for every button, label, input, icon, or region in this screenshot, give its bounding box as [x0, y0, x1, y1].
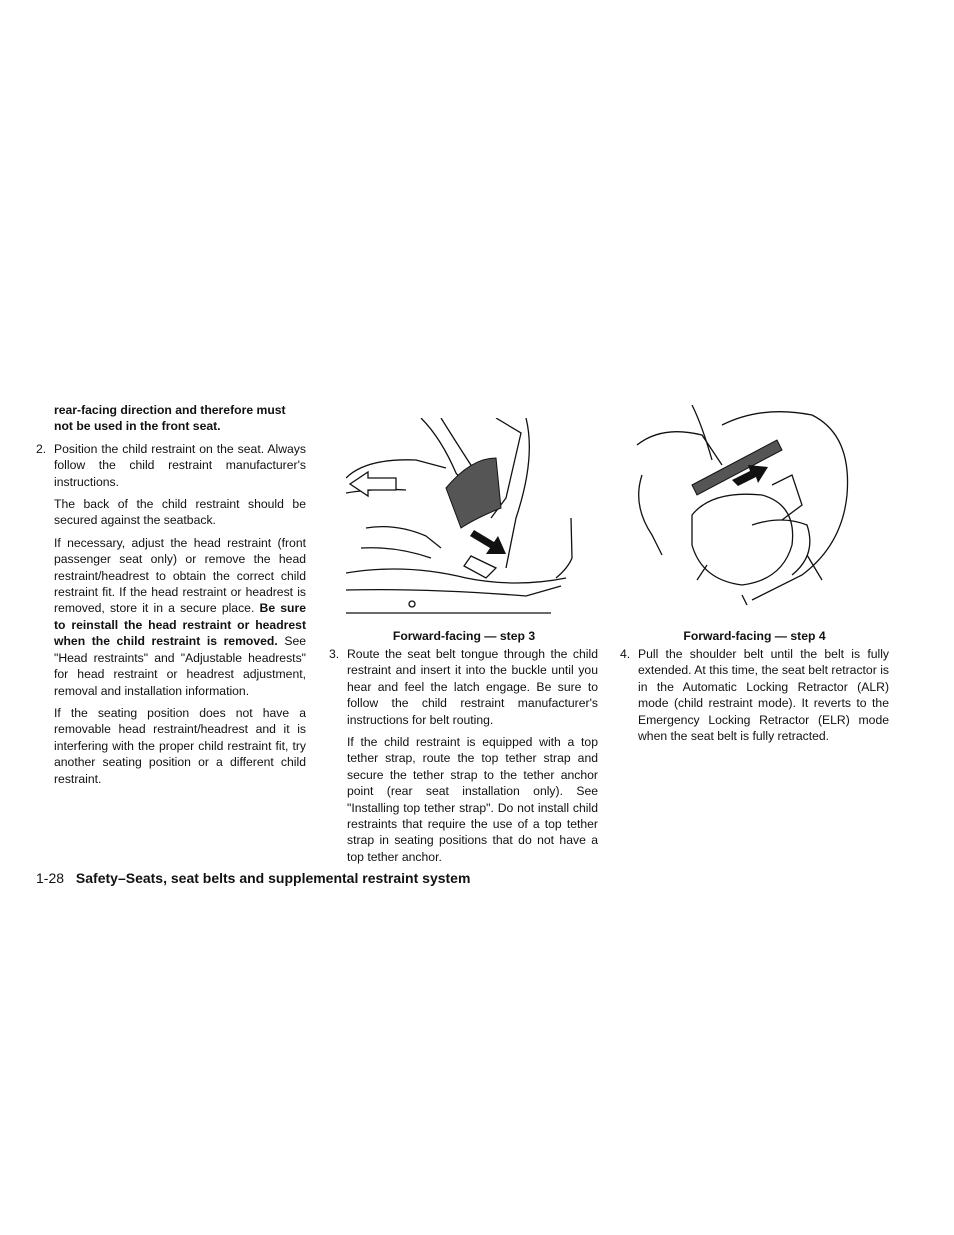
step-2-number: 2. [36, 441, 47, 456]
step-4 [620, 646, 889, 744]
page-number: 1-28 [36, 870, 65, 886]
column-middle [329, 646, 598, 871]
figure-step-4 [632, 405, 890, 610]
step-4-text: Pull the shoulder belt until the belt is fully extended. At this time, the seat belt retractor is in the Automatic Locking Retractor (ALR) mode (child restraint mode). It reverts to the Emergency Locking Retractor (ELR) mode when the seat belt is fully retracted. [638, 647, 889, 744]
para-seating-position: If the seating position does not have a removable head restraint/headrest and it is interfering with the proper child restraint fit, try another seating position or a different child restraint. [54, 705, 306, 786]
page-footer [36, 870, 470, 886]
step-3 [329, 646, 598, 728]
step-3-text: Route the seat belt tongue through the child restraint and insert it into the buckle until you hear and feel the latch engage. Be sure to follow the child restraint manufacturer's instructions for belt routing. [347, 647, 598, 727]
column-left [36, 402, 306, 793]
child-seat-buckle-illustration [346, 418, 598, 614]
para-head-restraint [36, 535, 306, 699]
warning-tail: rear-facing direction and therefore must not be used in the front seat. [54, 403, 286, 434]
step-4-number: 4. [620, 647, 631, 661]
step-3-number: 3. [329, 647, 340, 661]
caption-step-3: Forward-facing — step 3 [392, 629, 536, 643]
step-2 [36, 441, 306, 490]
section-title: Safety–Seats, seat belts and supplemental restraint system [75, 870, 471, 886]
para-top-tether: If the child restraint is equipped with a top tether strap, route the top tether strap and secure the tether strap to the tether anchor point (rear seat installation only). See "Installing top tether strap". Do not install child restraints that require the use of a top tether strap in seating positions that do not have a top tether anchor. [347, 735, 598, 864]
column-right [620, 646, 889, 750]
para-seatback: The back of the child restraint should be secured against the seatback. [54, 497, 306, 528]
figure-step-3 [346, 418, 598, 614]
para-head-restraint-warning: Be sure to reinstall the head restraint or headrest when the child restraint is removed. [54, 601, 307, 649]
para-head-restraint-text: If necessary, adjust the head restraint (front passenger seat only) or remove the head restraint/headrest to obtain the correct child restraint fit. If the head restraint or headrest is removed, store it in a secure place. [54, 535, 306, 616]
caption-step-4: Forward-facing — step 4 [683, 629, 826, 643]
step-2-text: Position the child restraint on the seat. Always follow the child restraint manufacturer's instructions. [54, 441, 306, 489]
shoulder-belt-illustration [632, 405, 890, 610]
para-head-restraint-tail: See "Head restraints" and "Adjustable headrests" for head restraint or headrest adjustment, removal and installation information. [54, 634, 307, 698]
